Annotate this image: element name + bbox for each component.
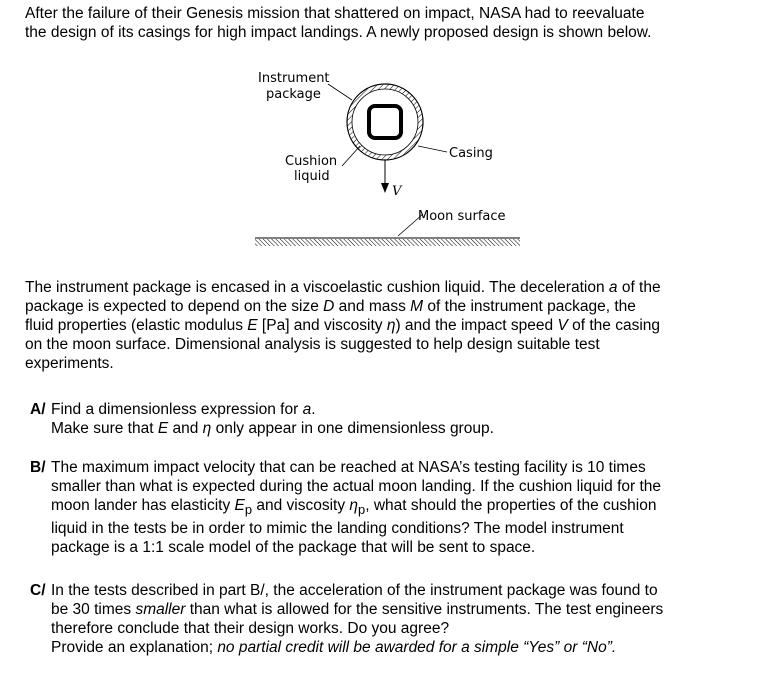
question-c xyxy=(30,581,741,657)
qc-line-2: be 30 times smaller than what is allowed for the sensitive instruments. The test engineers xyxy=(51,601,664,618)
instrument-package-shape xyxy=(369,106,401,138)
label-cushion-2: liquid xyxy=(294,169,330,184)
instrument-leader xyxy=(328,84,352,100)
velocity-arrow xyxy=(381,160,389,193)
qc-line-1: In the tests described in part B/, the acceleration of the instrument package was found to xyxy=(51,582,658,599)
intro-line-2: the design of its casings for high impact landings. A newly proposed design is shown below. xyxy=(25,24,652,41)
qc-line-3: therefore conclude that their design works. Do you agree? xyxy=(51,620,450,637)
qa-line-2: Make sure that E and η only appear in one dimensionless group. xyxy=(51,420,494,437)
cushion-leader xyxy=(342,146,360,166)
qb-line-3: moon lander has elasticity $E_p$ and viscosity $\eta_p$, what should the properties of the cushion xyxy=(51,497,657,518)
label-casing: Casing xyxy=(449,146,493,161)
casing-diagram xyxy=(230,62,540,262)
qa-line-1: Find a dimensionless expression for a. xyxy=(51,401,316,418)
intro-line-1: After the failure of their Genesis mission that shattered on impact, NASA had to reevaluate xyxy=(25,5,645,22)
problem-description xyxy=(25,278,745,373)
casing-leader xyxy=(418,146,447,152)
moon-surface-hatch xyxy=(255,239,520,246)
label-instrument-1: Instrument xyxy=(258,71,330,86)
label-cushion-1: Cushion xyxy=(285,154,338,169)
intro-text xyxy=(25,4,745,42)
para-line-1: The instrument package is encased in a viscoelastic cushion liquid. The deceleration a of the xyxy=(25,279,661,296)
question-b-tag: B/ xyxy=(30,459,46,476)
qb-line-5: package is a 1:1 scale model of the package that will be sent to space. xyxy=(51,539,536,557)
para-line-4: on the moon surface. Dimensional analysis is suggested to help design suitable test xyxy=(25,336,600,353)
qb-line-2: smaller than what is expected during the actual moon landing. If the cushion liquid for the xyxy=(51,478,662,495)
question-a-tag: A/ xyxy=(30,401,46,418)
label-velocity: V xyxy=(392,184,402,199)
para-line-5: experiments. xyxy=(25,355,114,372)
para-line-2: package is expected to depend on the size D and mass M of the instrument package, the xyxy=(25,298,636,315)
qb-line-4: liquid in the tests be in order to mimic the landing conditions? The model instrument xyxy=(51,520,624,538)
qc-line-4: Provide an explanation; no partial credit will be awarded for a simple “Yes” or “No”. xyxy=(51,639,617,656)
question-c-tag: C/ xyxy=(30,582,46,599)
para-line-3: fluid properties (elastic modulus E [Pa] and viscosity η) and the impact speed V of the casing xyxy=(25,317,661,334)
question-a xyxy=(30,400,741,438)
question-b xyxy=(30,458,741,557)
label-moon-surface: Moon surface xyxy=(418,209,506,224)
qb-line-1: The maximum impact velocity that can be reached at NASA’s testing facility is 10 times xyxy=(51,459,646,476)
label-instrument-2: package xyxy=(266,87,321,102)
